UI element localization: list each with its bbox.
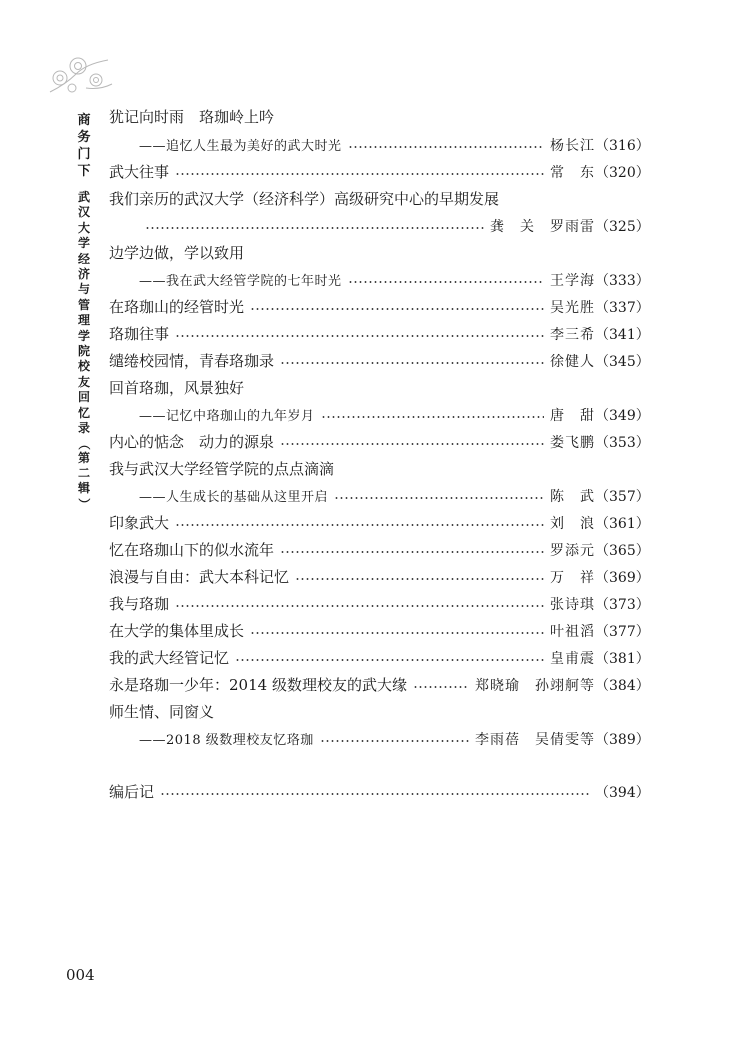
title-char: 院 <box>77 344 90 359</box>
leader-dots <box>250 308 544 310</box>
entry-title: 犹记向时雨 珞珈岭上吟 <box>109 108 275 126</box>
toc-entry[interactable] <box>109 644 650 671</box>
toc-entry[interactable] <box>109 401 650 428</box>
toc-entry[interactable] <box>109 509 650 536</box>
entry-author: 皇甫震 <box>550 650 595 667</box>
leader-dots <box>235 659 544 661</box>
toc-entry[interactable] <box>109 536 650 563</box>
toc-entry[interactable] <box>109 482 650 509</box>
entry-page: （337） <box>595 299 650 316</box>
toc-entry[interactable] <box>109 131 650 158</box>
entry-page: （377） <box>595 623 650 640</box>
entry-title: ——人生成长的基础从这里开启 <box>139 490 329 505</box>
page-number: 004 <box>66 966 95 984</box>
leader-dots <box>160 793 589 795</box>
entry-title: ——记忆中珞珈山的九年岁月 <box>139 409 315 424</box>
title-char: （ <box>76 437 91 450</box>
leader-dots <box>250 632 544 634</box>
entry-page: （353） <box>595 434 650 451</box>
series-char: 务 <box>77 130 91 145</box>
entry-author: 叶祖滔 <box>550 623 595 640</box>
toc-entry[interactable] <box>109 671 650 698</box>
entry-title: 忆在珞珈山下的似水流年 <box>109 541 275 559</box>
toc-entry[interactable] <box>109 212 650 239</box>
entry-title: 师生情、同窗义 <box>109 703 215 721</box>
toc-entry[interactable] <box>109 725 650 752</box>
spine-text <box>74 112 94 511</box>
entry-author: 李雨蓓 吴倩雯等 <box>475 731 595 748</box>
entry-author: 娄飞鹏 <box>550 434 595 451</box>
entry-author: 张诗琪 <box>550 596 595 613</box>
title-char: 学 <box>77 236 90 251</box>
toc-entry[interactable] <box>109 698 639 725</box>
leader-dots <box>334 497 544 499</box>
entry-title: 回首珞珈，风景独好 <box>109 379 245 397</box>
title-char: 管 <box>77 297 90 312</box>
leader-dots <box>413 686 469 688</box>
title-char: 忆 <box>77 405 90 420</box>
entry-title: 我与珞珈 <box>109 595 170 613</box>
entry-author: 万 祥 <box>550 569 595 586</box>
toc-entry[interactable] <box>109 455 639 482</box>
title-char: 友 <box>77 374 90 389</box>
series-char: 商 <box>77 113 91 128</box>
entry-page: （361） <box>595 515 650 532</box>
entry-title: 永是珞珈一少年：2014 级数理校友的武大缘 <box>109 676 407 694</box>
entry-title: ——我在武大经管学院的七年时光 <box>139 274 342 289</box>
entry-author: 刘 浪 <box>550 515 595 532</box>
entry-page: （316） <box>595 137 650 154</box>
title-char: 与 <box>77 282 90 297</box>
entry-title: 编后记 <box>109 783 155 801</box>
leader-dots <box>280 362 544 364</box>
entry-title: 我与武汉大学经管学院的点点滴滴 <box>109 460 335 478</box>
toc-entry[interactable] <box>109 239 639 266</box>
title-char: 辑 <box>77 481 90 496</box>
entry-author: 唐 甜 <box>550 407 595 424</box>
entry-page: （365） <box>595 542 650 559</box>
entry-author: 杨长江 <box>550 137 595 154</box>
entry-title: 缱绻校园情，青春珞珈录 <box>109 352 275 370</box>
entry-title: 我们亲历的武汉大学（经济科学）高级研究中心的早期发展 <box>109 190 500 208</box>
toc-entry[interactable] <box>109 778 650 805</box>
title-char: 理 <box>77 313 90 328</box>
entry-author: 郑晓瑜 孙翊舸等 <box>475 677 595 694</box>
entry-page: （345） <box>595 353 650 370</box>
toc-entry[interactable] <box>109 590 650 617</box>
leader-dots <box>295 578 544 580</box>
entry-author: 龚 关 罗雨雷 <box>490 218 595 235</box>
entry-page: （384） <box>595 677 650 694</box>
entry-page: （320） <box>595 164 650 181</box>
entry-page: （373） <box>595 596 650 613</box>
series-char: 下 <box>77 164 91 179</box>
entry-title: 边学边做，学以致用 <box>109 244 245 262</box>
toc-entry[interactable] <box>109 347 650 374</box>
title-char: 校 <box>77 359 90 374</box>
leader-dots <box>175 605 544 607</box>
entry-author: 王学海 <box>550 272 595 289</box>
toc-entry[interactable] <box>109 158 650 185</box>
entry-title: 武大往事 <box>109 163 170 181</box>
title-char: 第 <box>77 450 90 465</box>
entry-author: 陈 武 <box>550 488 595 505</box>
entry-page: （357） <box>595 488 650 505</box>
toc-entry[interactable] <box>109 103 639 130</box>
entry-page: （349） <box>595 407 650 424</box>
title-char: 大 <box>77 220 90 235</box>
toc-entry[interactable] <box>109 428 650 455</box>
series-char: 门 <box>77 147 91 162</box>
entry-author: 徐健人 <box>550 353 595 370</box>
entry-page: （369） <box>595 569 650 586</box>
entry-author: 李三希 <box>550 326 595 343</box>
toc-entry[interactable] <box>109 266 650 293</box>
title-char: 汉 <box>77 205 90 220</box>
leader-dots <box>320 740 469 742</box>
entry-page: （341） <box>595 326 650 343</box>
series-name <box>77 112 90 180</box>
toc-entry[interactable] <box>109 617 650 644</box>
entry-page: （325） <box>595 218 650 235</box>
toc-entry[interactable] <box>109 374 639 401</box>
entry-title: 浪漫与自由：武大本科记忆 <box>109 568 290 586</box>
title-char: 回 <box>77 390 90 405</box>
entry-author: 罗添元 <box>550 542 595 559</box>
title-char: 经 <box>77 251 90 266</box>
entry-title: 在大学的集体里成长 <box>109 622 245 640</box>
book-title <box>78 190 90 511</box>
toc-entry[interactable] <box>109 293 650 320</box>
leader-dots <box>175 335 544 337</box>
leader-dots <box>175 524 544 526</box>
entry-author: 吴光胜 <box>550 299 595 316</box>
leader-dots <box>175 173 544 175</box>
entry-title: 珞珈往事 <box>109 325 170 343</box>
entry-title: 在珞珈山的经管时光 <box>109 298 245 316</box>
toc-entry[interactable] <box>109 563 650 590</box>
title-char: ） <box>76 497 91 510</box>
entry-author: 常 东 <box>550 164 595 181</box>
entry-page: （394） <box>595 784 650 801</box>
entry-title: ——2018 级数理校友忆珞珈 <box>139 733 314 748</box>
toc-entry[interactable] <box>109 320 650 347</box>
leader-dots <box>280 443 544 445</box>
leader-dots <box>348 281 544 283</box>
leader-dots <box>280 551 544 553</box>
entry-page: （381） <box>595 650 650 667</box>
leader-dots <box>321 416 544 418</box>
title-char: 济 <box>77 267 90 282</box>
floral-ornament-icon <box>46 48 116 100</box>
leader-dots <box>348 146 544 148</box>
entry-title: 我的武大经管记忆 <box>109 649 230 667</box>
title-char: 二 <box>77 465 90 480</box>
entry-title: 印象武大 <box>109 514 170 532</box>
entry-title: ——追忆人生最为美好的武大时光 <box>139 139 342 154</box>
entry-page: （333） <box>595 272 650 289</box>
title-char: 录 <box>77 421 90 436</box>
entry-title: 内心的惦念 动力的源泉 <box>109 433 275 451</box>
title-char: 武 <box>77 190 90 204</box>
title-char: 学 <box>77 328 90 343</box>
entry-page: （389） <box>595 731 650 748</box>
leader-dots <box>145 227 484 229</box>
toc-entry[interactable] <box>109 185 639 212</box>
